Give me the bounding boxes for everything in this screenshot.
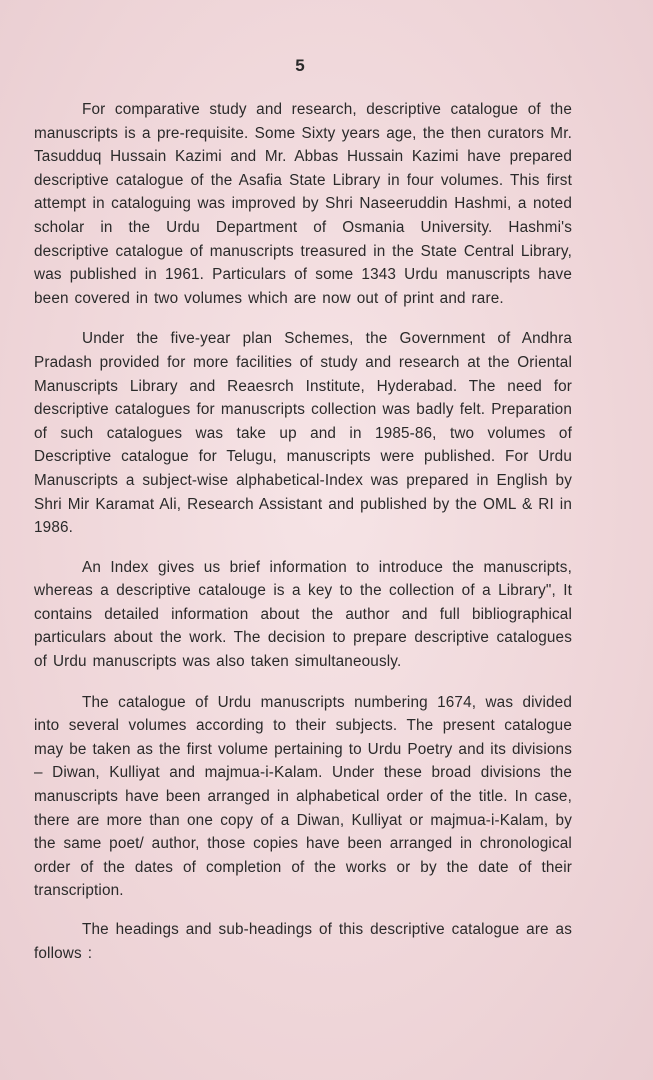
paragraph-headings: The headings and sub-headings of this descriptive catalogue are as follows : (34, 921, 572, 962)
paragraph-five-year-plan: Under the five-year plan Schemes, the Government of Andhra Pradash provided for more facilities of study and research at the Oriental Manuscripts Library and Reaesrch Institute, Hyderabad. The need for descriptive catalogues for manuscripts collection was badly felt. Preparation of such catalogues was take up and in 1985-86, two volumes of Descriptive catalogue for Telugu, manuscripts were published. For Urdu Manuscripts a subject-wise alphabetical-Index was prepared in English by Shri Mir Karamat Ali, Research Assistant and published by the OML & RI in 1986. (34, 330, 572, 537)
body-text (34, 98, 572, 983)
paragraph-catalogue-volumes: The catalogue of Urdu manuscripts numbering 1674, was divided into several volumes according to their subjects. The present catalogue may be taken as the first volume pertaining to Urdu Poetry and its divisions – Diwan, Kulliyat and majmua-i-Kalam. Under these broad divisions the manuscripts have been arranged in alphabetical order of the title. In case, there are more than one copy of a Diwan, Kulliyat or majmua-i-Kalam, by the same poet/ author, those copies have been arranged in chronological order of the dates of completion of the works or by the date of their transcription. (34, 693, 572, 900)
paragraph-comparative-study: For comparative study and research, descriptive catalogue of the manuscripts is a pre-requisite. Some Sixty years age, the then curators Mr. Tasudduq Hussain Kazimi and Mr. Abbas Hussain Kazimi have prepared descriptive catalogue of the Asafia State Library in four volumes. This first attempt in cataloguing was improved by Shri Naseeruddin Hashmi, a noted scholar in the Urdu Department of Osmania University. Hashmi's descriptive catalogue of manuscripts treasured in the State Central Library, was published in 1961. Particulars of some 1343 Urdu manuscripts have been covered in two volumes which are now out of print and rare. (34, 101, 572, 307)
page-number: 5 (295, 56, 305, 75)
paragraph-index-vs-catalogue: An Index gives us brief information to introduce the manuscripts, whereas a descriptive catalouge is a key to the collection of a Library", It contains detailed information about the author and full bibliographical particulars about the work. The decision to prepare descriptive catalogues of Urdu manuscripts was also taken simultaneously. (34, 558, 572, 671)
